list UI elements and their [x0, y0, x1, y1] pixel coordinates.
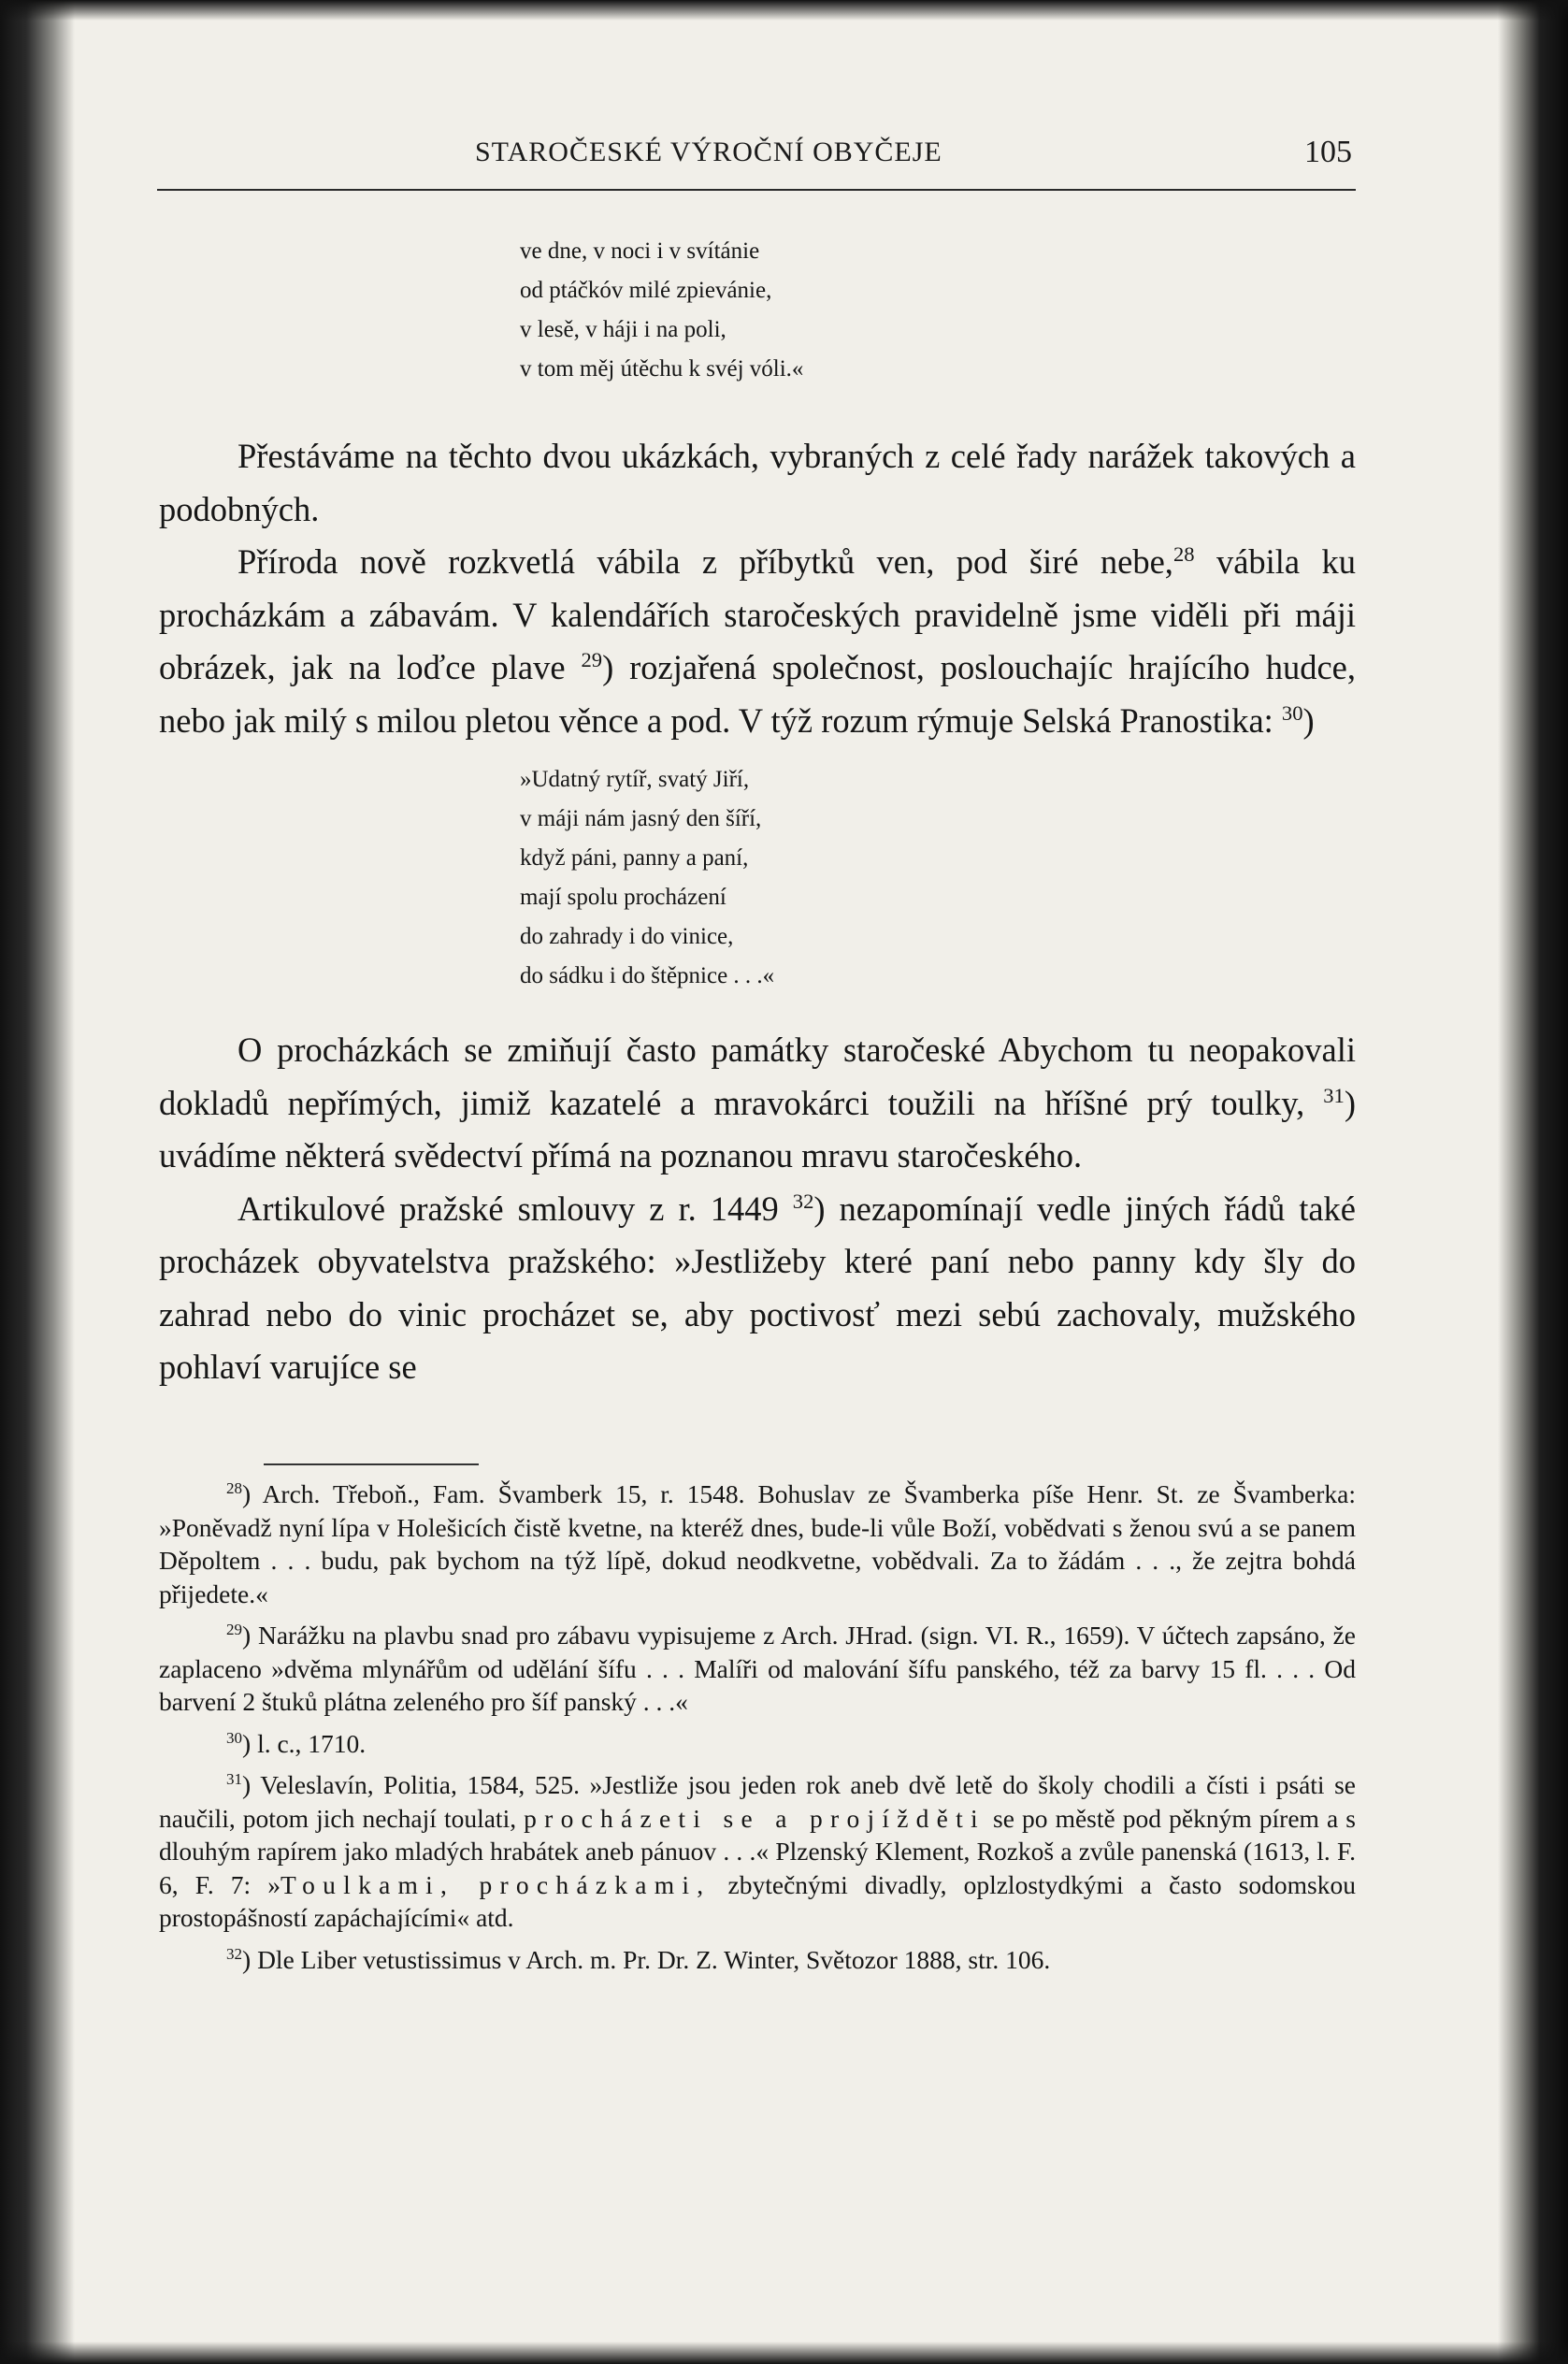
paragraph-text: ) [1302, 700, 1315, 740]
footnote [159, 1943, 1356, 1977]
footnote-number: 28 [226, 1478, 243, 1497]
spaced-emphasis: Toulkami, procházkami, [281, 1869, 712, 1899]
paragraph-text: O procházkách se zmiňují často památky staročeské Abychom tu neopakovali dokladů nepřímých, jimiž kazatelé a mravokárci toužili na hříšné prý toulky, [159, 1031, 1356, 1122]
verse-line: »Udatný rytíř, svatý Jiří, [520, 767, 750, 792]
paragraph [159, 536, 1356, 747]
footnote-ref[interactable]: 28 [1172, 541, 1195, 566]
verse-line: mají spolu procházení [520, 885, 726, 910]
footnote-ref[interactable]: 31 [1323, 1083, 1345, 1107]
paragraph [159, 1024, 1356, 1183]
paragraph [159, 1183, 1356, 1394]
footnotes [159, 1478, 1356, 1984]
page-header [157, 131, 1356, 187]
paragraph-text: Artikulové pražské smlouvy z r. 1449 [237, 1189, 779, 1228]
paragraph: Přestáváme na těchto dvou ukázkách, vybraných z celé řady narážek takových a podobných. [159, 437, 1356, 528]
scan-edge-bottom [0, 2342, 1568, 2364]
page-number: 105 [1304, 135, 1352, 169]
footnote [159, 1727, 1356, 1761]
scan-edge-left [0, 0, 75, 2364]
paragraph-text: ) uvádíme některá svědectví přímá na poznanou mravu staročeského. [159, 1083, 1357, 1175]
footnote [159, 1478, 1356, 1610]
scan-edge-top [0, 0, 1568, 21]
footnote [159, 1768, 1356, 1935]
verse-line: v tom měj útěchu k svéj vóli.« [520, 356, 804, 382]
verse-quote-1 [520, 232, 1356, 389]
paragraph-text: Příroda nově rozkvetlá vábila z příbytků ven, pod širé nebe, [237, 542, 1173, 581]
footnote-separator [264, 1463, 479, 1465]
footnote [159, 1619, 1356, 1719]
footnote-text: ) Arch. Třeboň., Fam. Švamberk 15, r. 1548. Bohuslav ze Švamberka píše Henr. St. ze Švamberka: »Poněvadž nyní lípa v Holešicích čistě kvetne, na kteréž dnes, bude-li vůle Boží, vobědvati s ženou svú a se panem Děpoltem . . . budu, pak bychom na týž lípě, dokud neodkvetne, vobědvali. Za to žádám . . ., že zejtra bohdá přijedete.« [159, 1479, 1356, 1608]
footnote-ref[interactable]: 30 [1281, 700, 1303, 725]
footnote-text: ) Dle Liber vetustissimus v Arch. m. Pr. Dr. Z. Winter, Světozor 1888, str. 106. [242, 1944, 1051, 1974]
header-rule [157, 189, 1356, 191]
verse-line: v máji nám jasný den šíří, [520, 806, 762, 831]
footnote-number: 32 [226, 1944, 243, 1963]
footnote-text: ) Narážku na plavbu snad pro zábavu vypisujeme z Arch. JHrad. (sign. VI. R., 1659). V účtech zapsáno, že zaplaceno »dvěma mlynářům od udělání šífu . . . Malíři od malování šífu panského, též za barvy 15 fl. . . . Od barvení 2 štuků plátna zeleného pro šíf panský . . .« [159, 1621, 1356, 1716]
footnote-number: 31 [226, 1769, 243, 1788]
main-text [159, 232, 1356, 1394]
paragraph-text: ) rozjařená společnost, poslouchajíc hrajícího hudce, nebo jak milý s milou pletou věnce a pod. V týž rozum rýmuje Selská Pranostika: [159, 648, 1357, 740]
verse-line: do zahrady i do vinice, [520, 924, 734, 949]
verse-quote-2 [520, 760, 1356, 996]
paragraph-text: ) nezapomínají vedle jiných řádů také procházek obyvatelstva pražského: »Jestližeby které paní nebo panny kdy šly do zahrad nebo do vinic procházet se, aby poctivosť mezi sebú zachovaly, mužského pohlaví varujíce se [159, 1189, 1357, 1386]
spaced-emphasis: procházeti se a projížděti [524, 1803, 985, 1833]
footnote-text: zbytečnými divadly, oplzlostydkými a často sodomskou prostopášností zapáchajícími« atd. [159, 1869, 1356, 1932]
verse-line: v lesě, v háji i na poli, [520, 317, 726, 342]
verse-line: když páni, panny a paní, [520, 845, 749, 871]
scan-edge-right [1498, 0, 1568, 2364]
footnote-text: ) Veleslavín, Politia, 1584, 525. »Jestliže jsou jeden rok aneb dvě letě do školy chodili a čísti i psáti se naučili, potom jich nechají toulati, [159, 1770, 1356, 1833]
running-title: STAROČESKÉ VÝROČNÍ OBYČEJE [475, 137, 942, 167]
verse-line: ve dne, v noci i v svítánie [520, 238, 760, 264]
footnote-ref[interactable]: 32 [792, 1189, 814, 1213]
footnote-number: 30 [226, 1728, 243, 1747]
verse-line: do sádku i do štěpnice . . .« [520, 963, 775, 988]
footnote-number: 29 [226, 1620, 243, 1638]
verse-line: od ptáčkóv milé zpievánie, [520, 278, 772, 303]
footnote-text: ) l. c., 1710. [242, 1728, 367, 1758]
footnote-text: se po městě pod pěkným pírem a s dlouhým rapírem jako mladých hrabátek aneb pánuov . . .« Plzenský Klement, Rozkoš a zvůle panenská (1613, l. F. 6, F. 7: » [159, 1803, 1357, 1899]
paragraph-text: vábila ku procházkám a zábavám. V kalendářích staročeských pravidelně jsme viděli při máji obrázek, jak na loďce plave [159, 542, 1356, 686]
footnote-ref[interactable]: 29 [581, 647, 603, 671]
